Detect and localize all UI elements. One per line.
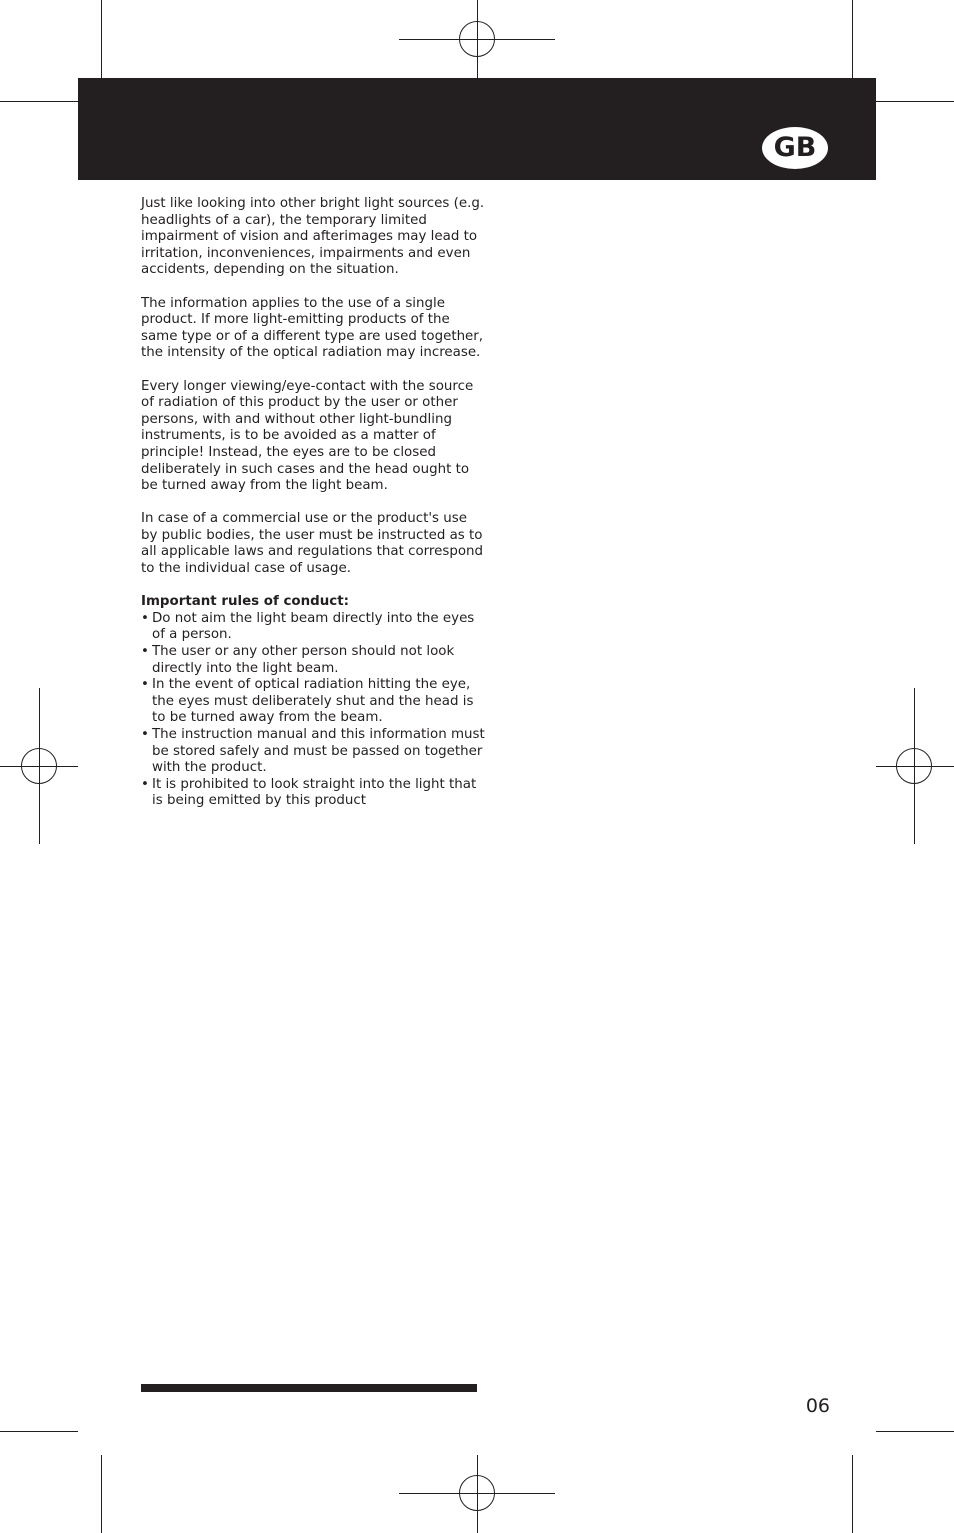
rule-item: [141, 727, 486, 777]
crop-mark-bottom-left-horizontal: [0, 1431, 78, 1432]
rules-heading: Important rules of conduct:: [141, 594, 349, 610]
paragraph-1: Just like looking into other bright light sources (e.g. headlights of a car), the temporary limited impairment of vision and afterimages may lead to irritation, inconveniences, impairments and even accidents, depending on the situation.: [141, 196, 485, 278]
paragraph-4: In case of a commercial use or the product's use by public bodies, the user must be instructed as to all applicable laws and regulations that correspond to the individual case of usage.: [141, 511, 484, 577]
language-badge: GB: [762, 127, 828, 169]
rules-list: [141, 611, 486, 810]
registration-mark-bottom-circle: [459, 1475, 495, 1511]
crop-mark-top-left-horizontal: [0, 101, 78, 102]
rule-item: [141, 777, 486, 810]
rule-item: [141, 677, 486, 727]
registration-mark-left-circle: [21, 748, 57, 784]
crop-mark-bottom-right-vertical: [852, 1455, 853, 1533]
registration-mark-top-circle: [459, 21, 495, 57]
bullet-glyph: •: [141, 610, 149, 626]
rule-text: The user or any other person should not look directly into the light beam.: [152, 644, 455, 676]
paragraph-2: The information applies to the use of a single product. If more light-emitting products of the same type or of a different type are used together, the intensity of the optical radiation may increase.: [141, 295, 484, 361]
bullet-glyph: •: [141, 644, 149, 660]
crop-mark-top-right-vertical: [852, 0, 853, 78]
rule-text: It is prohibited to look straight into the light that is being emitted by this product: [152, 776, 477, 809]
crop-mark-top-right-horizontal: [876, 101, 954, 102]
crop-mark-bottom-left-vertical: [101, 1455, 102, 1533]
rule-item: [141, 611, 486, 644]
footer-bar: [141, 1384, 477, 1392]
bullet-glyph: •: [141, 727, 149, 742]
header-band: [78, 78, 876, 180]
bullet-glyph: •: [141, 677, 149, 693]
crop-mark-bottom-right-horizontal: [876, 1431, 954, 1432]
rule-text: The instruction manual and this information must be stored safely and must be passed on together with the product.: [152, 727, 485, 776]
rule-text: In the event of optical radiation hitting the eye, the eyes must deliberately shut and the head is to be turned away from the beam.: [152, 677, 474, 726]
crop-mark-top-left-vertical: [101, 0, 102, 78]
paragraph-3: Every longer viewing/eye-contact with the source of radiation of this product by the user or other persons, with and without other light-bundling instruments, is to be avoided as a matter of principle! Instead, the eyes are to be closed deliberately in such cases and the head ought to be turned away from the light beam.: [141, 378, 474, 494]
page-number: 06: [805, 1395, 830, 1417]
rule-item: [141, 644, 486, 677]
registration-mark-right-circle: [896, 748, 932, 784]
rule-text: Do not aim the light beam directly into the eyes of a person.: [152, 610, 475, 643]
bullet-glyph: •: [141, 776, 149, 792]
document-body: [141, 196, 486, 810]
